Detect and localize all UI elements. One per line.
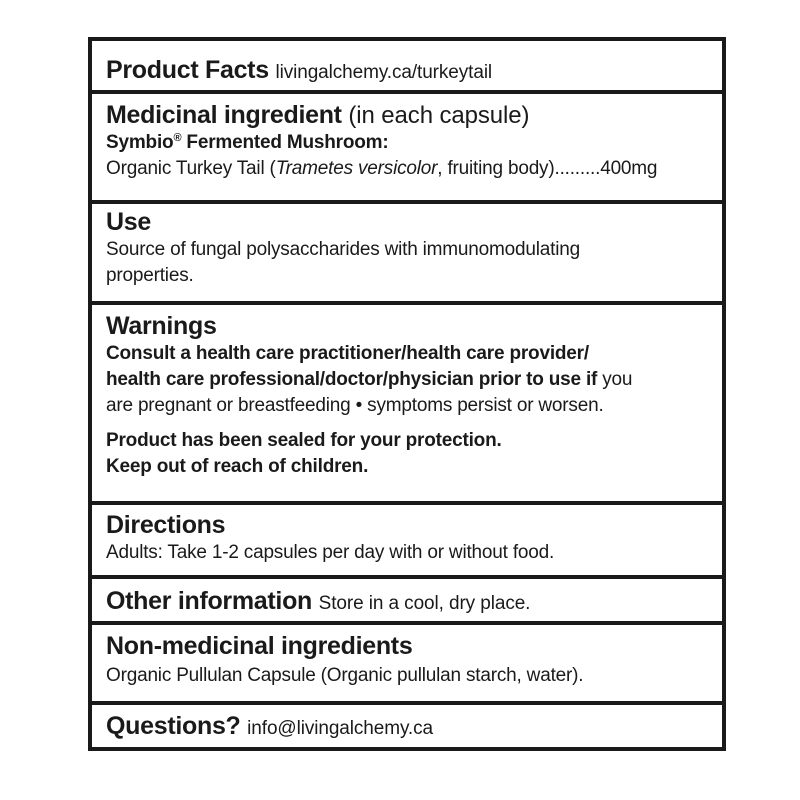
latin-name: Trametes versicolor: [275, 158, 438, 179]
use-section: [92, 208, 722, 289]
medicinal-ingredient-qualifier: (in each capsule): [348, 102, 530, 129]
divider: [92, 90, 722, 94]
divider: [92, 621, 722, 625]
medicinal-ingredient-title: Medicinal ingredient: [106, 101, 342, 129]
non-medicinal-title: Non-medicinal ingredients: [106, 632, 413, 660]
ingredient-brand-line: Symbio® Fermented Mushroom:: [106, 132, 389, 153]
product-facts-panel: [88, 37, 726, 751]
other-information-text: Store in a cool, dry place.: [318, 593, 531, 614]
other-information-section: [92, 587, 722, 618]
medicinal-ingredient-section: [92, 101, 722, 182]
other-information-title: Other information: [106, 587, 313, 615]
product-url: livingalchemy.ca/turkeytail: [275, 62, 493, 83]
directions-title: Directions: [106, 511, 226, 539]
registered-mark: ®: [173, 132, 182, 144]
questions-section: [92, 712, 722, 743]
non-medicinal-text: Organic Pullulan Capsule (Organic pullulan starch, water).: [106, 665, 584, 686]
contact-email[interactable]: info@livingalchemy.ca: [247, 718, 433, 739]
warnings-text-line: Consult a health care practitioner/health care provider/: [106, 343, 589, 364]
use-title: Use: [106, 208, 151, 236]
divider: [92, 301, 722, 305]
divider: [92, 701, 722, 705]
questions-title: Questions?: [106, 712, 241, 740]
use-text-line: properties.: [106, 265, 194, 286]
warnings-text-line: are pregnant or breastfeeding • symptoms persist or worsen.: [106, 395, 604, 416]
directions-text: Adults: Take 1-2 capsules per day with or without food.: [106, 542, 555, 563]
warnings-sealed-line: Product has been sealed for your protection.: [106, 430, 502, 451]
non-medicinal-section: [92, 632, 722, 689]
divider: [92, 575, 722, 579]
divider: [92, 200, 722, 204]
warnings-section: [92, 312, 722, 480]
use-text-line: Source of fungal polysaccharides with immunomodulating: [106, 239, 580, 260]
header-section: [92, 56, 722, 87]
divider: [92, 501, 722, 505]
warnings-title: Warnings: [106, 312, 217, 340]
ingredient-line: Organic Turkey Tail (Trametes versicolor, fruiting body).........400mg: [106, 158, 658, 179]
directions-section: [92, 511, 722, 566]
warnings-children-line: Keep out of reach of children.: [106, 456, 369, 477]
product-facts-title: Product Facts: [106, 56, 269, 84]
warnings-text-line: health care professional/doctor/physician prior to use if you: [106, 369, 633, 390]
